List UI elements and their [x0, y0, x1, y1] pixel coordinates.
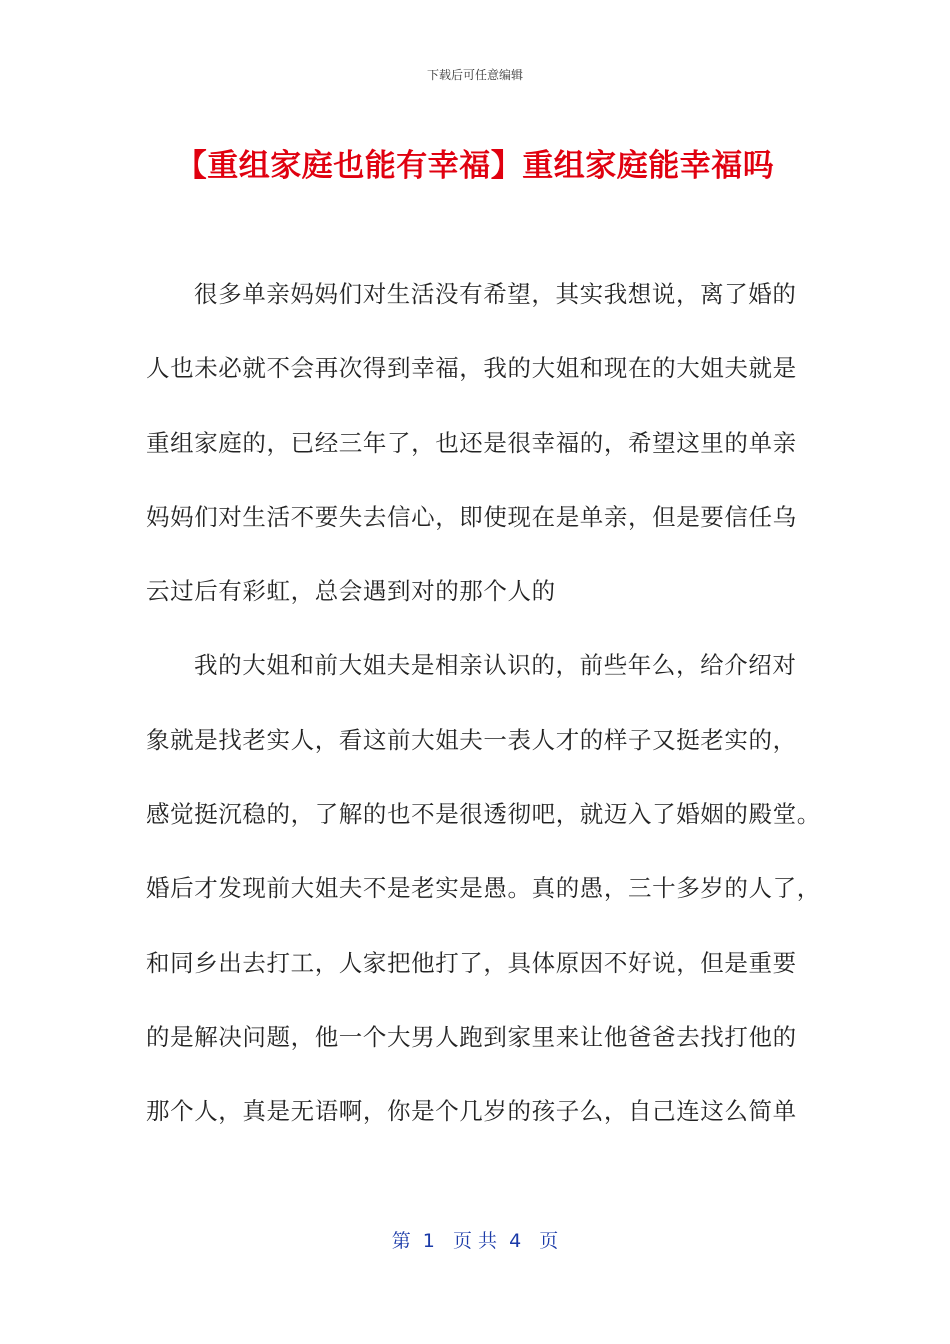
- text-line: 云过后有彩虹，总会遇到对的那个人的: [146, 577, 556, 606]
- text-line: 的是解决问题，他一个大男人跑到家里来让他爸爸去找打他的: [146, 1022, 797, 1051]
- text-line: 重组家庭的，已经三年了，也还是很幸福的，希望这里的单亲: [146, 428, 797, 457]
- text-line: 感觉挺沉稳的，了解的也不是很透彻吧，就迈入了婚姻的殿堂。: [146, 800, 821, 829]
- text-line: 我的大姐和前大姐夫是相亲认识的，前些年么，给介绍对: [194, 651, 797, 680]
- text-line: 婚后才发现前大姐夫不是老实是愚。真的愚，三十多岁的人了，: [146, 874, 821, 903]
- text-line: 人也未必就不会再次得到幸福，我的大姐和现在的大姐夫就是: [146, 354, 797, 383]
- text-line: 和同乡出去打工，人家把他打了，具体原因不好说，但是重要: [146, 948, 797, 977]
- document-title: 【重组家庭也能有幸福】重组家庭能幸福吗: [175, 148, 775, 184]
- text-line: 象就是找老实人，看这前大姐夫一表人才的样子又挺老实的，: [146, 725, 797, 754]
- text-line: 那个人，真是无语啊，你是个几岁的孩子么，自己连这么简单: [146, 1097, 797, 1126]
- text-line: 妈妈们对生活不要失去信心，即使现在是单亲，但是要信任乌: [146, 502, 797, 531]
- document-body: [146, 270, 821, 1162]
- text-line: 很多单亲妈妈们对生活没有希望，其实我想说，离了婚的: [194, 280, 797, 308]
- page-footer: 第 1 页 共 4 页: [391, 1230, 559, 1252]
- header-note: 下载后可任意编辑: [426, 68, 523, 82]
